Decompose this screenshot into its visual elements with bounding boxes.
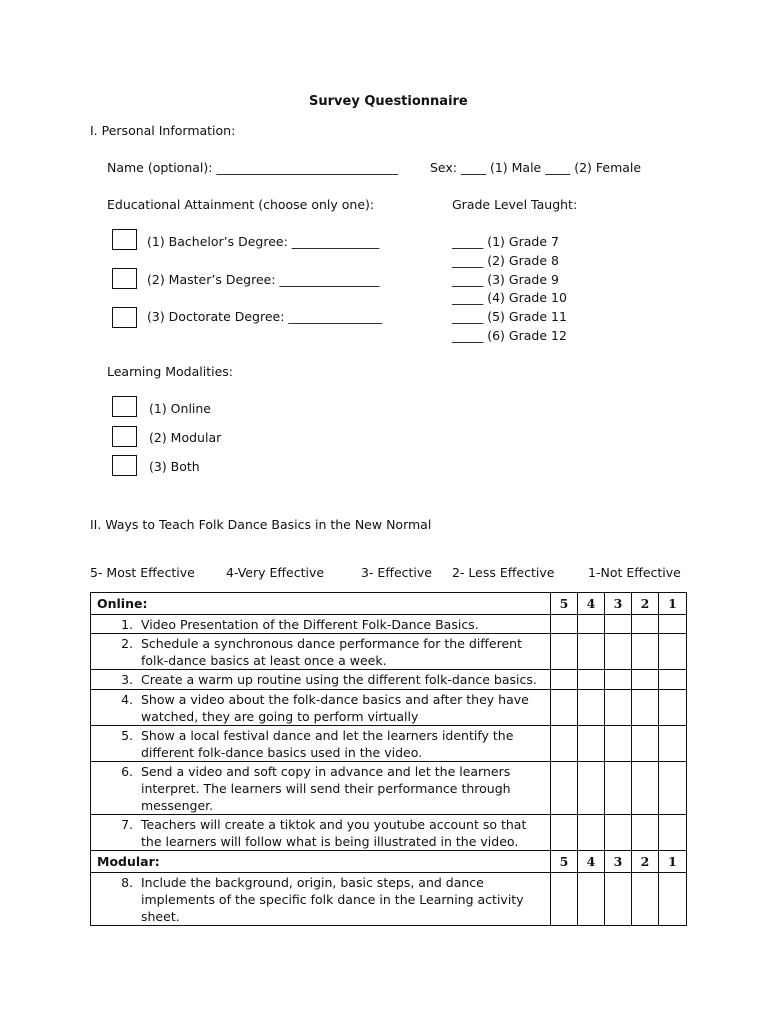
rating-cell[interactable] <box>659 815 687 851</box>
online-section-label: Online: <box>91 593 551 615</box>
rating-cell[interactable] <box>578 726 605 762</box>
rating-cell[interactable] <box>578 690 605 726</box>
rating-cell[interactable] <box>632 690 659 726</box>
grade-option: _____ (4) Grade 10 <box>452 290 567 305</box>
score-header: 3 <box>605 593 632 615</box>
rating-cell[interactable] <box>605 873 632 926</box>
education-option: (2) Master’s Degree: ________________ <box>147 272 380 287</box>
rating-cell[interactable] <box>605 762 632 815</box>
education-option: (3) Doctorate Degree: _______________ <box>147 309 383 324</box>
item-text: Video Presentation of the Different Folk-Dance Basics. <box>141 617 479 632</box>
rating-cell[interactable] <box>551 726 578 762</box>
rating-cell[interactable] <box>551 690 578 726</box>
rating-cell[interactable] <box>578 670 605 690</box>
rating-cell[interactable] <box>605 726 632 762</box>
grade-option: _____ (1) Grade 7 <box>452 234 559 249</box>
item-text: Show a local festival dance and let the learners identify the different folk-dance basics used in the video. <box>141 728 514 760</box>
item-text: Create a warm up routine using the different folk-dance basics. <box>141 672 537 687</box>
table-row <box>91 670 687 690</box>
table-row <box>91 762 687 815</box>
rating-cell[interactable] <box>632 634 659 670</box>
rating-cell[interactable] <box>632 726 659 762</box>
modality-option: (3) Both <box>149 459 200 474</box>
rating-cell[interactable] <box>659 762 687 815</box>
rating-table <box>90 592 687 926</box>
modalities-heading: Learning Modalities: <box>107 364 234 379</box>
rating-cell[interactable] <box>632 815 659 851</box>
table-row <box>91 690 687 726</box>
score-header: 1 <box>659 851 687 873</box>
modular-header-row <box>91 851 687 873</box>
rating-cell[interactable] <box>551 634 578 670</box>
rating-cell[interactable] <box>632 670 659 690</box>
score-header: 2 <box>632 593 659 615</box>
modality-option: (2) Modular <box>149 430 222 445</box>
master-checkbox[interactable] <box>112 268 137 289</box>
item-number: 5. <box>121 728 133 743</box>
page-title: Survey Questionnaire <box>309 94 468 109</box>
name-field-label: Name (optional): _____________________________ <box>107 160 398 175</box>
score-header: 5 <box>551 851 578 873</box>
section-2-heading: II. Ways to Teach Folk Dance Basics in the New Normal <box>90 517 432 532</box>
rating-cell[interactable] <box>551 670 578 690</box>
table-row <box>91 815 687 851</box>
grade-option: _____ (3) Grade 9 <box>452 272 559 287</box>
education-option: (1) Bachelor’s Degree: ______________ <box>147 234 380 249</box>
rating-cell[interactable] <box>632 873 659 926</box>
score-header: 5 <box>551 593 578 615</box>
modular-section-label: Modular: <box>91 851 551 873</box>
rating-cell[interactable] <box>659 615 687 634</box>
rating-cell[interactable] <box>659 634 687 670</box>
scale-label: 2- Less Effective <box>452 565 555 580</box>
item-text: Show a video about the folk-dance basics and after they have watched, they are going to perform virtually <box>141 692 529 724</box>
grade-option: _____ (6) Grade 12 <box>452 328 567 343</box>
item-number: 2. <box>121 636 133 651</box>
rating-cell[interactable] <box>605 815 632 851</box>
score-header: 3 <box>605 851 632 873</box>
score-header: 4 <box>578 851 605 873</box>
table-row <box>91 634 687 670</box>
item-number: 3. <box>121 672 133 687</box>
modality-option: (1) Online <box>149 401 211 416</box>
online-header-row <box>91 593 687 615</box>
scale-label: 4-Very Effective <box>226 565 325 580</box>
rating-cell[interactable] <box>578 815 605 851</box>
grade-option: _____ (5) Grade 11 <box>452 309 567 324</box>
item-text: Schedule a synchronous dance performance for the different folk-dance basics at least once a week. <box>141 636 522 668</box>
score-header: 2 <box>632 851 659 873</box>
education-heading: Educational Attainment (choose only one): <box>107 197 375 212</box>
item-text: Send a video and soft copy in advance and let the learners interpret. The learners will send their performance through messenger. <box>141 764 511 813</box>
item-number: 1. <box>121 617 133 632</box>
score-header: 1 <box>659 593 687 615</box>
rating-cell[interactable] <box>632 762 659 815</box>
rating-cell[interactable] <box>578 873 605 926</box>
rating-cell[interactable] <box>659 873 687 926</box>
rating-cell[interactable] <box>605 670 632 690</box>
item-text: Teachers will create a tiktok and you youtube account so that the learners will follow what is being illustrated in the video. <box>141 817 527 849</box>
rating-cell[interactable] <box>659 690 687 726</box>
scale-label: 1-Not Effective <box>588 565 681 580</box>
table-row <box>91 726 687 762</box>
scale-label: 3- Effective <box>361 565 432 580</box>
rating-cell[interactable] <box>632 615 659 634</box>
rating-cell[interactable] <box>605 634 632 670</box>
both-checkbox[interactable] <box>112 455 137 476</box>
rating-cell[interactable] <box>551 762 578 815</box>
rating-cell[interactable] <box>578 762 605 815</box>
rating-cell[interactable] <box>578 634 605 670</box>
item-text: Include the background, origin, basic steps, and dance implements of the specific folk dance in the Learning activity sheet. <box>141 875 524 924</box>
scale-label: 5- Most Effective <box>90 565 195 580</box>
grade-heading: Grade Level Taught: <box>452 197 578 212</box>
rating-cell[interactable] <box>578 615 605 634</box>
bachelor-checkbox[interactable] <box>112 229 137 250</box>
item-number: 8. <box>121 875 133 890</box>
rating-cell[interactable] <box>659 670 687 690</box>
doctorate-checkbox[interactable] <box>112 307 137 328</box>
table-row <box>91 873 687 926</box>
section-1-heading: I. Personal Information: <box>90 123 236 138</box>
rating-cell[interactable] <box>551 615 578 634</box>
sex-field-label: Sex: ____ (1) Male ____ (2) Female <box>430 160 642 175</box>
online-checkbox[interactable] <box>112 396 137 417</box>
rating-cell[interactable] <box>551 873 578 926</box>
item-number: 4. <box>121 692 133 707</box>
modular-checkbox[interactable] <box>112 426 137 447</box>
item-number: 7. <box>121 817 133 832</box>
grade-option: _____ (2) Grade 8 <box>452 253 559 268</box>
item-number: 6. <box>121 764 133 779</box>
rating-cell[interactable] <box>551 815 578 851</box>
table-row <box>91 615 687 634</box>
rating-cell[interactable] <box>659 726 687 762</box>
rating-cell[interactable] <box>605 615 632 634</box>
rating-cell[interactable] <box>605 690 632 726</box>
score-header: 4 <box>578 593 605 615</box>
